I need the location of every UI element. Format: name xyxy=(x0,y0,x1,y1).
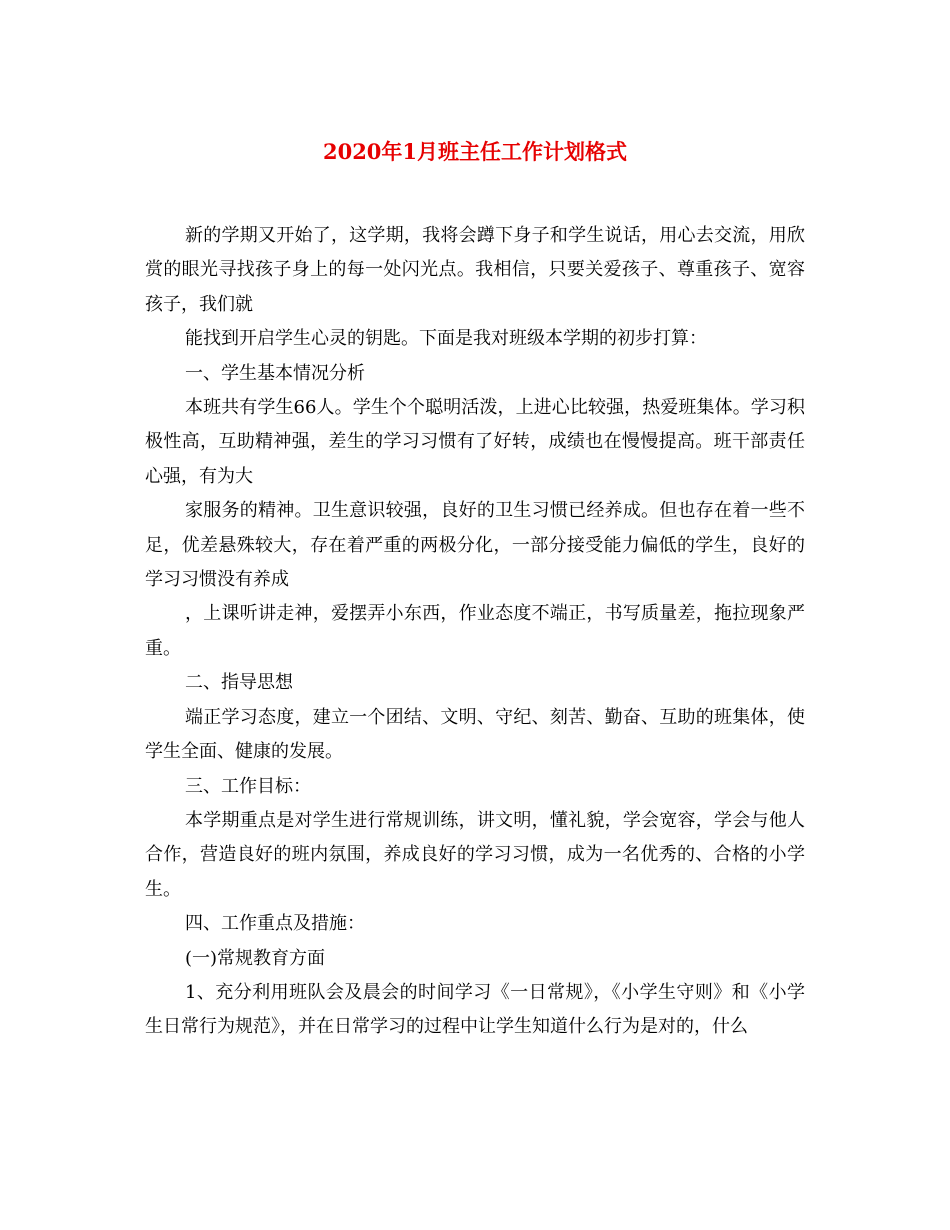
paragraph: 本学期重点是对学生进行常规训练，讲文明，懂礼貌，学会宽容，学会与他人合作，营造良好的班内氛围，养成良好的学习习惯，成为一名优秀的、合格的小学生。 xyxy=(145,809,805,900)
section-heading: 三、工作目标： xyxy=(185,775,311,797)
section-heading: 四、工作重点及措施： xyxy=(185,913,365,935)
paragraph: 本班共有学生66人。学生个个聪明活泼，上进心比较强，热爱班集体。学习积极性高，互助精神强，差生的学习习惯有了好转，成绩也在慢慢提高。班干部责任心强，有为大 xyxy=(145,397,805,487)
document-body xyxy=(145,219,805,1045)
paragraph: ，上课听讲走神，爱摆弄小东西，作业态度不端正，书写质量差，拖拉现象严重。 xyxy=(145,603,805,659)
paragraph: 端正学习态度，建立一个团结、文明、守纪、刻苦、勤奋、互助的班集体，使学生全面、健康的发展。 xyxy=(145,706,805,763)
paragraph: 1、充分利用班队会及晨会的时间学习《一日常规》，《小学生守则》和《小学生日常行为规范》，并在日常学习的过程中让学生知道什么行为是对的，什么 xyxy=(145,981,805,1038)
paragraph: 能找到开启学生心灵的钥匙。下面是我对班级本学期的初步打算： xyxy=(185,328,707,350)
section-heading: 二、指导思想 xyxy=(185,672,293,694)
section-heading: 一、学生基本情况分析 xyxy=(185,362,365,384)
paragraph: 家服务的精神。卫生意识较强，良好的卫生习惯已经养成。但也存在着一些不足，优差悬殊较大，存在着严重的两极分化，一部分接受能力偏低的学生，良好的学习习惯没有养成 xyxy=(145,500,805,591)
subsection-heading: (一)常规教育方面 xyxy=(185,947,326,969)
paragraph: 新的学期又开始了，这学期，我将会蹲下身子和学生说话，用心去交流，用欣赏的眼光寻找孩子身上的每一处闪光点。我相信，只要关爱孩子、尊重孩子、宽容孩子，我们就 xyxy=(145,225,805,315)
document-title: 2020年1月班主任工作计划格式 xyxy=(322,139,628,164)
